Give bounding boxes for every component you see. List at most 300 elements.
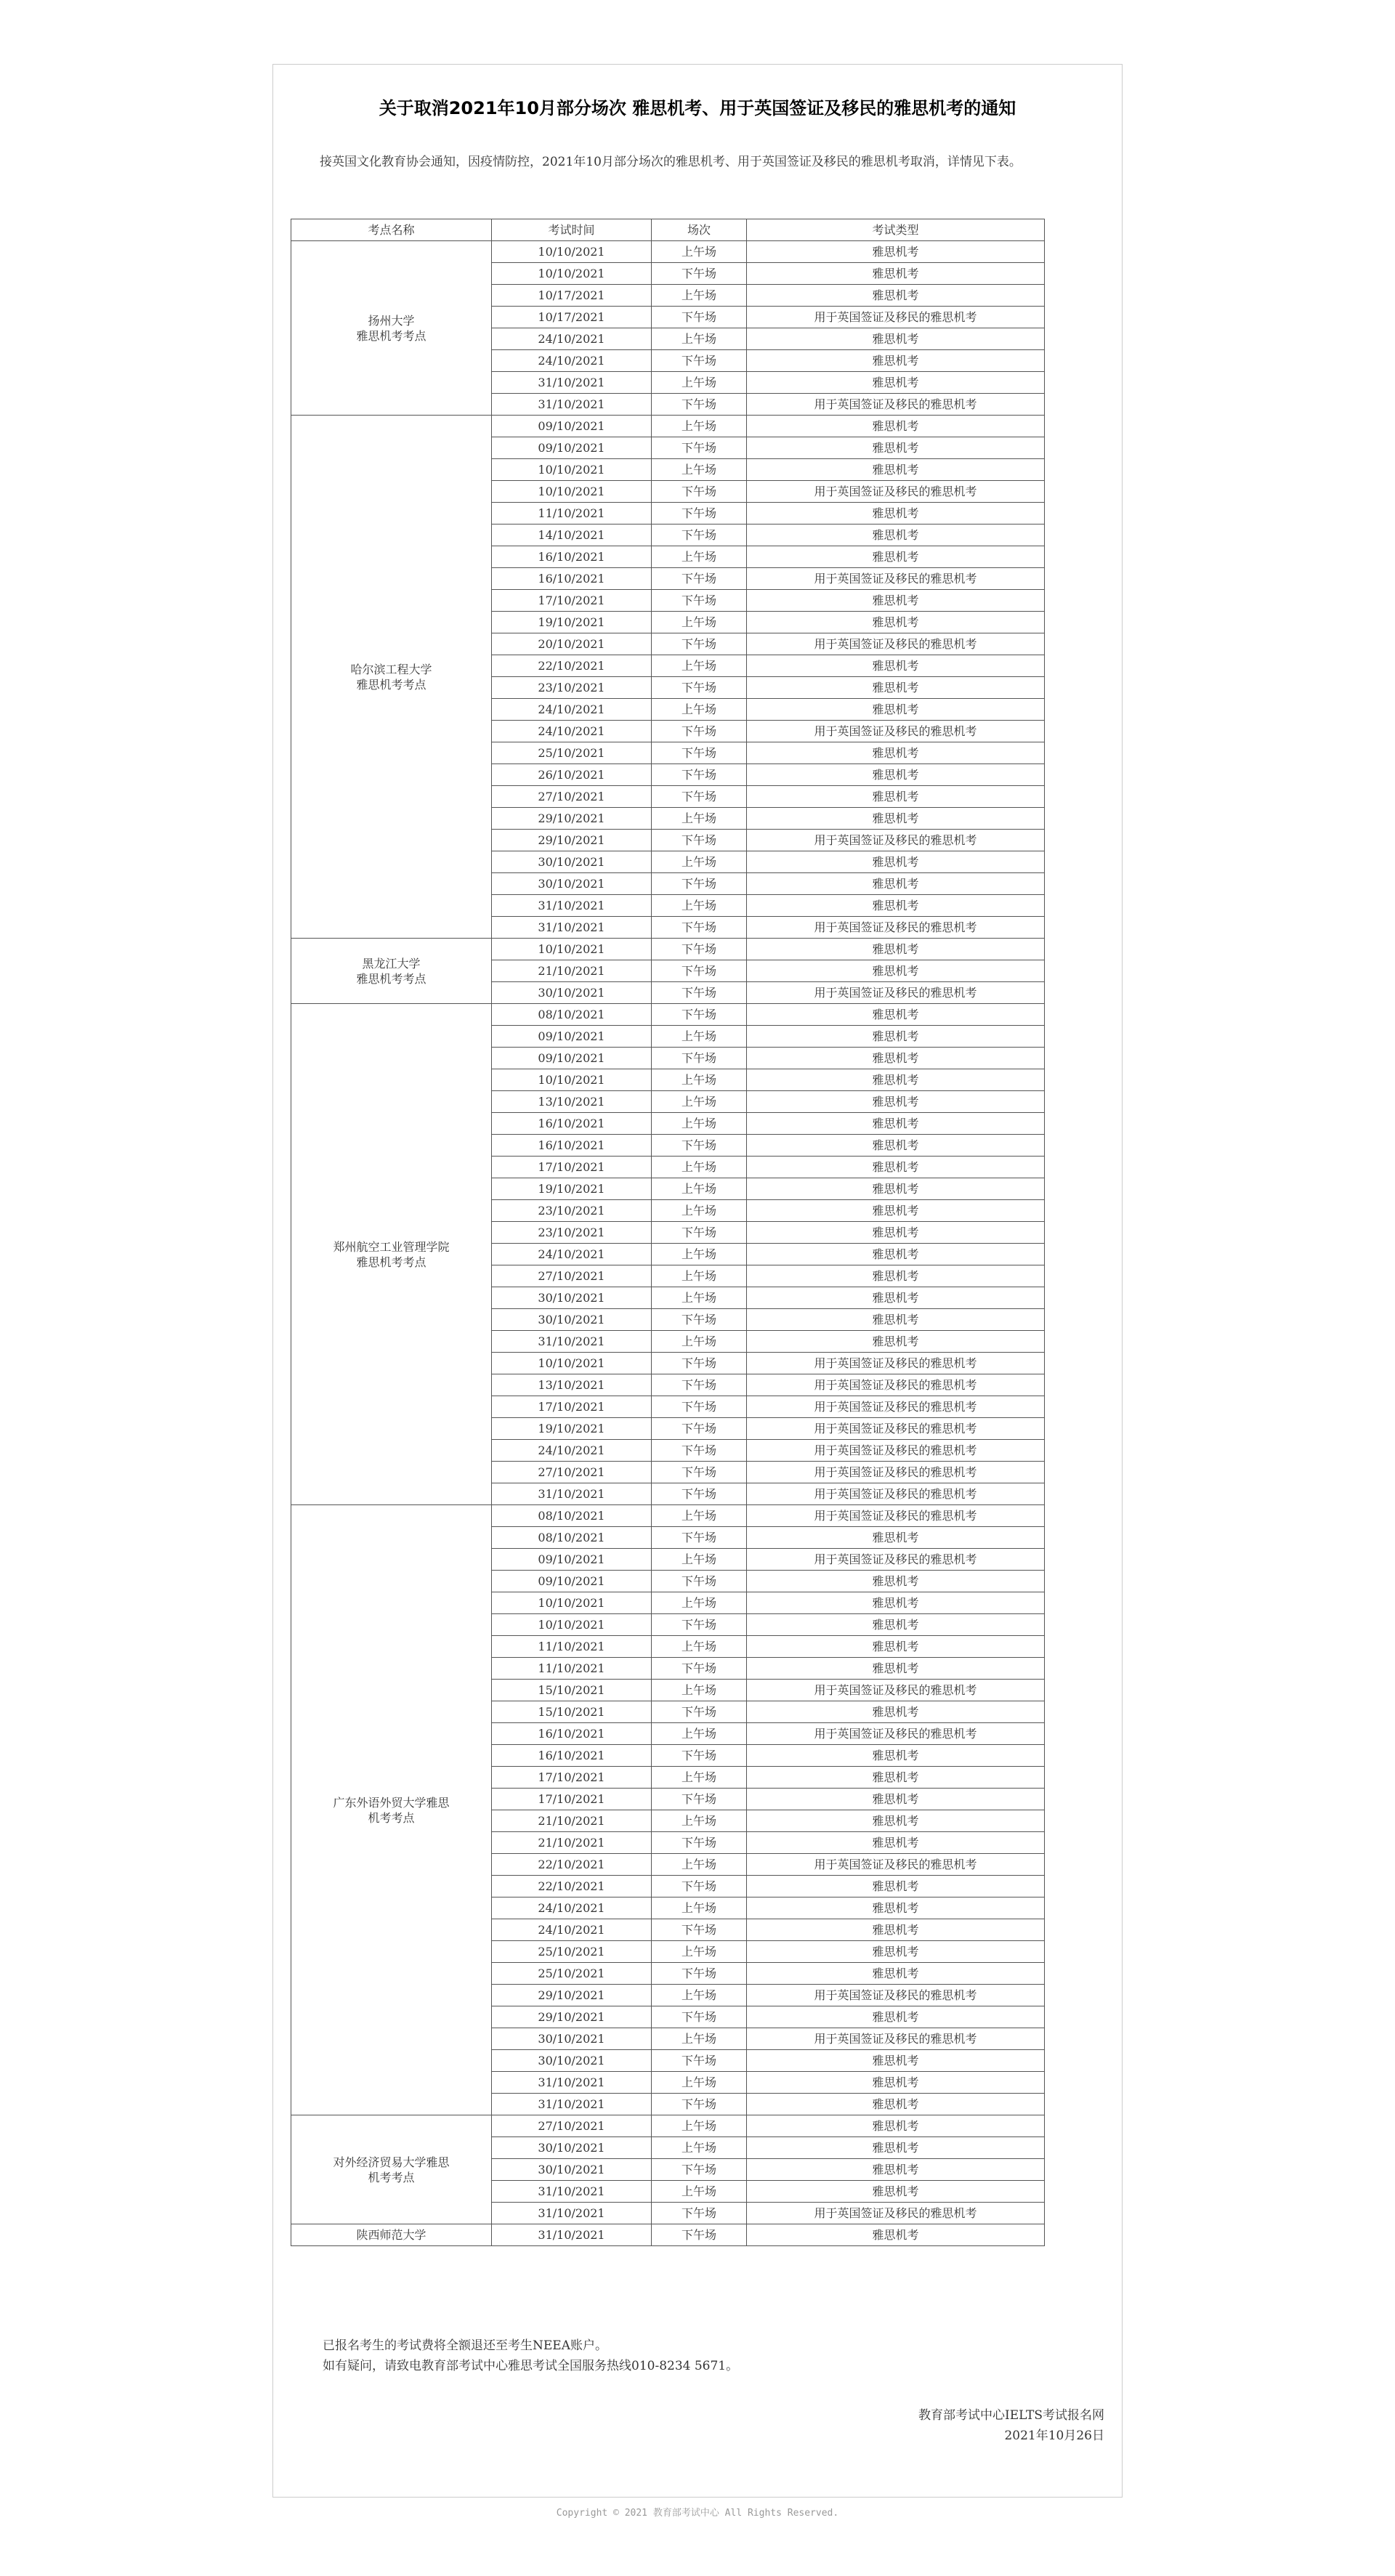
header-session: 场次 [652,219,747,241]
date-cell: 08/10/2021 [492,1004,652,1026]
exam-type-cell: 用于英国签证及移民的雅思机考 [747,1440,1045,1462]
exam-type-cell: 用于英国签证及移民的雅思机考 [747,633,1045,655]
session-cell: 上午场 [652,1854,747,1876]
exam-type-cell: 雅思机考 [747,1026,1045,1048]
exam-type-cell: 用于英国签证及移民的雅思机考 [747,982,1045,1004]
session-cell: 下午场 [652,1919,747,1941]
session-cell: 下午场 [652,394,747,416]
exam-type-cell: 雅思机考 [747,524,1045,546]
session-cell: 下午场 [652,2159,747,2181]
date-cell: 27/10/2021 [492,2115,652,2137]
date-cell: 31/10/2021 [492,2072,652,2094]
exam-type-cell: 雅思机考 [747,546,1045,568]
session-cell: 下午场 [652,481,747,503]
session-cell: 下午场 [652,1048,747,1069]
date-cell: 29/10/2021 [492,2006,652,2028]
exam-type-cell: 雅思机考 [747,742,1045,764]
exam-type-cell: 雅思机考 [747,1069,1045,1091]
session-cell: 上午场 [652,328,747,350]
exam-type-cell: 雅思机考 [747,1941,1045,1963]
date-cell: 16/10/2021 [492,1113,652,1135]
exam-type-cell: 雅思机考 [747,2224,1045,2246]
exam-type-cell: 用于英国签证及移民的雅思机考 [747,1418,1045,1440]
session-cell: 上午场 [652,1767,747,1789]
exam-type-cell: 雅思机考 [747,1832,1045,1854]
exam-type-cell: 雅思机考 [747,1309,1045,1331]
exam-type-cell: 雅思机考 [747,1287,1045,1309]
date-cell: 08/10/2021 [492,1527,652,1549]
session-cell: 下午场 [652,1353,747,1374]
session-cell: 上午场 [652,459,747,481]
date-cell: 31/10/2021 [492,372,652,394]
date-cell: 11/10/2021 [492,503,652,524]
exam-type-cell: 用于英国签证及移民的雅思机考 [747,2203,1045,2224]
session-cell: 下午场 [652,1004,747,1026]
date-cell: 31/10/2021 [492,917,652,939]
notice-title: 关于取消2021年10月部分场次 雅思机考、用于英国签证及移民的雅思机考的通知 [379,98,1016,118]
site-name-cell: 广东外语外贸大学雅思 机考考点 [291,1505,492,2115]
session-cell: 下午场 [652,437,747,459]
exam-type-cell: 雅思机考 [747,1157,1045,1178]
notice-page [272,64,1123,2498]
session-cell: 上午场 [652,2115,747,2137]
date-cell: 10/10/2021 [492,1069,652,1091]
session-cell: 下午场 [652,263,747,285]
date-cell: 31/10/2021 [492,394,652,416]
session-cell: 下午场 [652,1440,747,1462]
date-cell: 17/10/2021 [492,1767,652,1789]
exam-type-cell: 雅思机考 [747,1135,1045,1157]
session-cell: 上午场 [652,546,747,568]
date-cell: 31/10/2021 [492,2181,652,2203]
exam-type-cell: 雅思机考 [747,786,1045,808]
session-cell: 下午场 [652,939,747,960]
exam-type-cell: 雅思机考 [747,2006,1045,2028]
session-cell: 上午场 [652,895,747,917]
session-cell: 下午场 [652,1483,747,1505]
exam-type-cell: 雅思机考 [747,2137,1045,2159]
session-cell: 上午场 [652,1287,747,1309]
date-cell: 16/10/2021 [492,1135,652,1157]
date-cell: 24/10/2021 [492,1440,652,1462]
exam-type-cell: 雅思机考 [747,851,1045,873]
exam-type-cell: 雅思机考 [747,2050,1045,2072]
copyright-footer: Copyright © 2021 教育部考试中心 All Rights Reserved. [556,2508,839,2519]
session-cell: 下午场 [652,1789,747,1810]
note-hotline: 如有疑问，请致电教育部考试中心雅思考试全国服务热线010-8234 5671。 [323,2359,739,2373]
table-row [291,241,1045,263]
exam-type-cell: 雅思机考 [747,612,1045,633]
date-cell: 17/10/2021 [492,1789,652,1810]
exam-type-cell: 用于英国签证及移民的雅思机考 [747,1353,1045,1374]
date-cell: 15/10/2021 [492,1701,652,1723]
exam-type-cell: 用于英国签证及移民的雅思机考 [747,917,1045,939]
session-cell: 上午场 [652,1549,747,1571]
site-name-cell: 陕西师范大学 [291,2224,492,2246]
session-cell: 上午场 [652,1680,747,1701]
date-cell: 25/10/2021 [492,1941,652,1963]
exam-type-cell: 用于英国签证及移民的雅思机考 [747,1505,1045,1527]
notice-intro: 接英国文化教育协会通知，因疫情防控，2021年10月部分场次的雅思机考、用于英国签证及移民的雅思机考取消，详情见下表。 [320,155,1022,169]
exam-type-cell: 用于英国签证及移民的雅思机考 [747,721,1045,742]
exam-type-cell: 雅思机考 [747,1200,1045,1222]
site-name-cell: 黑龙江大学 雅思机考考点 [291,939,492,1004]
date-cell: 29/10/2021 [492,1985,652,2006]
date-cell: 21/10/2021 [492,1810,652,1832]
date-cell: 10/10/2021 [492,263,652,285]
exam-type-cell: 雅思机考 [747,437,1045,459]
exam-type-cell: 用于英国签证及移民的雅思机考 [747,1723,1045,1745]
exam-type-cell: 雅思机考 [747,263,1045,285]
date-cell: 30/10/2021 [492,851,652,873]
site-name-cell: 郑州航空工业管理学院 雅思机考考点 [291,1004,492,1505]
date-cell: 24/10/2021 [492,699,652,721]
exam-type-cell: 用于英国签证及移民的雅思机考 [747,1483,1045,1505]
date-cell: 19/10/2021 [492,1178,652,1200]
exam-type-cell: 雅思机考 [747,1004,1045,1026]
exam-type-cell: 用于英国签证及移民的雅思机考 [747,1985,1045,2006]
date-cell: 25/10/2021 [492,1963,652,1985]
exam-type-cell: 雅思机考 [747,1636,1045,1658]
date-cell: 19/10/2021 [492,1418,652,1440]
exam-type-cell: 雅思机考 [747,1592,1045,1614]
exam-type-cell: 雅思机考 [747,2115,1045,2137]
exam-type-cell: 雅思机考 [747,873,1045,895]
date-cell: 23/10/2021 [492,1222,652,1244]
session-cell: 下午场 [652,982,747,1004]
date-cell: 27/10/2021 [492,1462,652,1483]
session-cell: 下午场 [652,307,747,328]
date-cell: 08/10/2021 [492,1505,652,1527]
exam-type-cell: 雅思机考 [747,590,1045,612]
date-cell: 13/10/2021 [492,1091,652,1113]
date-cell: 21/10/2021 [492,960,652,982]
exam-type-cell: 用于英国签证及移民的雅思机考 [747,1680,1045,1701]
exam-type-cell: 用于英国签证及移民的雅思机考 [747,307,1045,328]
exam-type-cell: 雅思机考 [747,1614,1045,1636]
session-cell: 下午场 [652,1876,747,1897]
exam-type-cell: 雅思机考 [747,416,1045,437]
date-cell: 31/10/2021 [492,2203,652,2224]
date-cell: 16/10/2021 [492,568,652,590]
date-cell: 31/10/2021 [492,1331,652,1353]
date-cell: 17/10/2021 [492,1157,652,1178]
date-cell: 31/10/2021 [492,1483,652,1505]
header-type: 考试类型 [747,219,1045,241]
date-cell: 11/10/2021 [492,1636,652,1658]
session-cell: 下午场 [652,1374,747,1396]
date-cell: 30/10/2021 [492,982,652,1004]
exam-type-cell: 雅思机考 [747,1963,1045,1985]
table-row [291,2224,1045,2246]
exam-type-cell: 雅思机考 [747,1178,1045,1200]
exam-type-cell: 用于英国签证及移民的雅思机考 [747,2028,1045,2050]
session-cell: 下午场 [652,1963,747,1985]
date-cell: 09/10/2021 [492,1549,652,1571]
session-cell: 下午场 [652,2203,747,2224]
date-cell: 24/10/2021 [492,1919,652,1941]
session-cell: 上午场 [652,1810,747,1832]
date-cell: 29/10/2021 [492,808,652,830]
session-cell: 上午场 [652,1026,747,1048]
date-cell: 30/10/2021 [492,873,652,895]
session-cell: 上午场 [652,1592,747,1614]
exam-type-cell: 雅思机考 [747,503,1045,524]
session-cell: 上午场 [652,1244,747,1265]
date-cell: 21/10/2021 [492,1832,652,1854]
session-cell: 上午场 [652,1157,747,1178]
exam-type-cell: 雅思机考 [747,2094,1045,2115]
session-cell: 下午场 [652,503,747,524]
session-cell: 上午场 [652,1113,747,1135]
header-site: 考点名称 [291,219,492,241]
exam-type-cell: 雅思机考 [747,2159,1045,2181]
date-cell: 29/10/2021 [492,830,652,851]
exam-type-cell: 雅思机考 [747,1265,1045,1287]
session-cell: 下午场 [652,1462,747,1483]
session-cell: 下午场 [652,786,747,808]
exam-type-cell: 雅思机考 [747,1745,1045,1767]
table-row [291,939,1045,960]
date-cell: 22/10/2021 [492,655,652,677]
exam-type-cell: 雅思机考 [747,699,1045,721]
date-cell: 10/10/2021 [492,459,652,481]
session-cell: 上午场 [652,372,747,394]
date-cell: 30/10/2021 [492,2028,652,2050]
exam-type-cell: 雅思机考 [747,1048,1045,1069]
session-cell: 下午场 [652,633,747,655]
date-cell: 10/10/2021 [492,939,652,960]
session-cell: 上午场 [652,1636,747,1658]
exam-type-cell: 雅思机考 [747,1113,1045,1135]
session-cell: 下午场 [652,1222,747,1244]
date-cell: 22/10/2021 [492,1854,652,1876]
exam-type-cell: 用于英国签证及移民的雅思机考 [747,394,1045,416]
session-cell: 下午场 [652,1418,747,1440]
exam-type-cell: 雅思机考 [747,960,1045,982]
session-cell: 下午场 [652,742,747,764]
session-cell: 上午场 [652,612,747,633]
session-cell: 下午场 [652,1701,747,1723]
exam-type-cell: 雅思机考 [747,328,1045,350]
exam-type-cell: 雅思机考 [747,1091,1045,1113]
date-cell: 23/10/2021 [492,1200,652,1222]
session-cell: 上午场 [652,1985,747,2006]
date-cell: 09/10/2021 [492,437,652,459]
date-cell: 10/17/2021 [492,285,652,307]
date-cell: 24/10/2021 [492,328,652,350]
date-cell: 17/10/2021 [492,590,652,612]
session-cell: 下午场 [652,2094,747,2115]
session-cell: 上午场 [652,1505,747,1527]
exam-type-cell: 用于英国签证及移民的雅思机考 [747,1462,1045,1483]
date-cell: 10/10/2021 [492,1592,652,1614]
session-cell: 上午场 [652,1941,747,1963]
exam-type-cell: 雅思机考 [747,1527,1045,1549]
table-body [291,241,1045,2246]
signature-org: 教育部考试中心IELTS考试报名网 [918,2408,1104,2423]
date-cell: 15/10/2021 [492,1680,652,1701]
date-cell: 30/10/2021 [492,2050,652,2072]
session-cell: 下午场 [652,677,747,699]
exam-type-cell: 雅思机考 [747,2181,1045,2203]
exam-type-cell: 雅思机考 [747,2072,1045,2094]
date-cell: 31/10/2021 [492,895,652,917]
session-cell: 下午场 [652,524,747,546]
notes [323,2336,738,2376]
exam-type-cell: 雅思机考 [747,372,1045,394]
exam-type-cell: 雅思机考 [747,1767,1045,1789]
date-cell: 10/17/2021 [492,307,652,328]
date-cell: 10/10/2021 [492,1614,652,1636]
signature [918,2405,1104,2446]
session-cell: 下午场 [652,1658,747,1680]
exam-type-cell: 雅思机考 [747,1331,1045,1353]
exam-type-cell: 用于英国签证及移民的雅思机考 [747,830,1045,851]
session-cell: 上午场 [652,1178,747,1200]
date-cell: 24/10/2021 [492,721,652,742]
session-cell: 下午场 [652,2224,747,2246]
date-cell: 24/10/2021 [492,1244,652,1265]
date-cell: 25/10/2021 [492,742,652,764]
date-cell: 30/10/2021 [492,1287,652,1309]
session-cell: 下午场 [652,960,747,982]
table-row [291,1004,1045,1026]
exam-type-cell: 雅思机考 [747,1571,1045,1592]
date-cell: 24/10/2021 [492,1897,652,1919]
session-cell: 上午场 [652,851,747,873]
date-cell: 20/10/2021 [492,633,652,655]
exam-type-cell: 雅思机考 [747,1701,1045,1723]
date-cell: 10/10/2021 [492,241,652,263]
session-cell: 下午场 [652,873,747,895]
session-cell: 上午场 [652,2072,747,2094]
session-cell: 上午场 [652,1091,747,1113]
exam-type-cell: 雅思机考 [747,1897,1045,1919]
exam-type-cell: 雅思机考 [747,939,1045,960]
date-cell: 24/10/2021 [492,350,652,372]
exam-type-cell: 雅思机考 [747,350,1045,372]
date-cell: 22/10/2021 [492,1876,652,1897]
date-cell: 10/10/2021 [492,1353,652,1374]
date-cell: 31/10/2021 [492,2094,652,2115]
session-cell: 下午场 [652,917,747,939]
session-cell: 下午场 [652,1309,747,1331]
exam-type-cell: 雅思机考 [747,1919,1045,1941]
date-cell: 13/10/2021 [492,1374,652,1396]
session-cell: 上午场 [652,1200,747,1222]
session-cell: 上午场 [652,1331,747,1353]
exam-type-cell: 雅思机考 [747,895,1045,917]
session-cell: 下午场 [652,1614,747,1636]
date-cell: 31/10/2021 [492,2224,652,2246]
date-cell: 27/10/2021 [492,1265,652,1287]
session-cell: 下午场 [652,2006,747,2028]
cancelled-sessions-table [291,219,1045,2246]
session-cell: 下午场 [652,721,747,742]
date-cell: 10/10/2021 [492,481,652,503]
session-cell: 下午场 [652,350,747,372]
session-cell: 上午场 [652,2181,747,2203]
session-cell: 上午场 [652,416,747,437]
table-row [291,416,1045,437]
session-cell: 下午场 [652,764,747,786]
exam-type-cell: 雅思机考 [747,1244,1045,1265]
date-cell: 11/10/2021 [492,1658,652,1680]
date-cell: 19/10/2021 [492,612,652,633]
exam-type-cell: 雅思机考 [747,241,1045,263]
header-date: 考试时间 [492,219,652,241]
exam-type-cell: 雅思机考 [747,1222,1045,1244]
site-name-cell: 哈尔滨工程大学 雅思机考考点 [291,416,492,939]
session-cell: 上午场 [652,285,747,307]
exam-type-cell: 用于英国签证及移民的雅思机考 [747,1854,1045,1876]
session-cell: 下午场 [652,1745,747,1767]
session-cell: 上午场 [652,1265,747,1287]
session-cell: 下午场 [652,1527,747,1549]
date-cell: 09/10/2021 [492,1048,652,1069]
session-cell: 上午场 [652,2137,747,2159]
exam-type-cell: 用于英国签证及移民的雅思机考 [747,1396,1045,1418]
date-cell: 16/10/2021 [492,1745,652,1767]
exam-type-cell: 雅思机考 [747,459,1045,481]
exam-type-cell: 雅思机考 [747,764,1045,786]
table-row [291,2115,1045,2137]
date-cell: 17/10/2021 [492,1396,652,1418]
date-cell: 09/10/2021 [492,1026,652,1048]
date-cell: 23/10/2021 [492,677,652,699]
session-cell: 上午场 [652,655,747,677]
session-cell: 上午场 [652,808,747,830]
exam-type-cell: 雅思机考 [747,1876,1045,1897]
exam-type-cell: 雅思机考 [747,655,1045,677]
session-cell: 上午场 [652,1069,747,1091]
session-cell: 上午场 [652,1723,747,1745]
table-row [291,1505,1045,1527]
exam-type-cell: 雅思机考 [747,808,1045,830]
session-cell: 上午场 [652,241,747,263]
exam-type-cell: 用于英国签证及移民的雅思机考 [747,568,1045,590]
exam-type-cell: 用于英国签证及移民的雅思机考 [747,1549,1045,1571]
exam-type-cell: 雅思机考 [747,285,1045,307]
exam-type-cell: 雅思机考 [747,1810,1045,1832]
site-name-cell: 对外经济贸易大学雅思 机考考点 [291,2115,492,2224]
session-cell: 上午场 [652,1897,747,1919]
date-cell: 09/10/2021 [492,1571,652,1592]
date-cell: 27/10/2021 [492,786,652,808]
exam-type-cell: 雅思机考 [747,677,1045,699]
session-cell: 下午场 [652,1832,747,1854]
session-cell: 下午场 [652,568,747,590]
session-cell: 下午场 [652,2050,747,2072]
session-cell: 下午场 [652,1571,747,1592]
date-cell: 09/10/2021 [492,416,652,437]
exam-type-cell: 用于英国签证及移民的雅思机考 [747,481,1045,503]
session-cell: 上午场 [652,2028,747,2050]
session-cell: 下午场 [652,1396,747,1418]
date-cell: 16/10/2021 [492,1723,652,1745]
session-cell: 上午场 [652,699,747,721]
session-cell: 下午场 [652,590,747,612]
exam-type-cell: 雅思机考 [747,1658,1045,1680]
date-cell: 30/10/2021 [492,2137,652,2159]
session-cell: 下午场 [652,1135,747,1157]
site-name-cell: 扬州大学 雅思机考考点 [291,241,492,416]
note-refund: 已报名考生的考试费将全额退还至考生NEEA账户。 [323,2338,607,2353]
table-header-row [291,219,1045,241]
exam-type-cell: 雅思机考 [747,1789,1045,1810]
session-cell: 下午场 [652,830,747,851]
